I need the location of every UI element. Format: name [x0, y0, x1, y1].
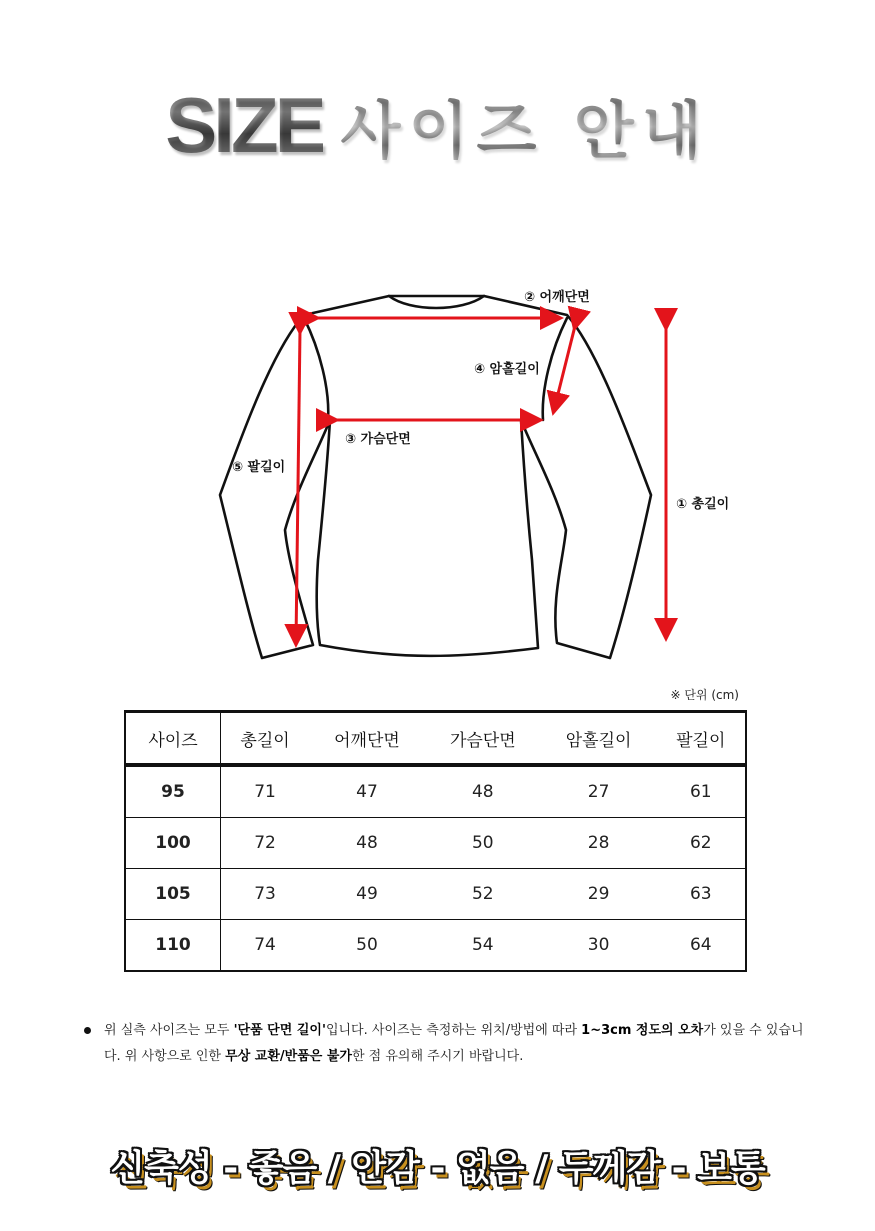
shoulder-label: ② 어깨단면	[524, 290, 590, 305]
total-length-label: ① 총길이	[676, 497, 730, 512]
header-sleeve: 팔길이	[657, 712, 746, 766]
cell-chest: 50	[425, 818, 541, 869]
bullet-icon	[84, 1027, 91, 1034]
header-shoulder: 어깨단면	[309, 712, 425, 766]
garment-measurement-diagram	[0, 270, 875, 670]
notice-emphasis: 무상 교환/반품은 불가	[225, 1049, 352, 1064]
armhole-label: ④ 암홀길이	[474, 362, 540, 377]
title-size-en: SIZE	[165, 81, 323, 169]
cell-chest: 54	[425, 920, 541, 972]
header-chest: 가슴단면	[425, 712, 541, 766]
cell-sleeve: 61	[657, 765, 746, 818]
cell-size: 100	[125, 818, 221, 869]
notice-emphasis: 1~3cm 정도의 오차	[581, 1023, 704, 1038]
cell-armhole: 27	[541, 765, 657, 818]
size-table	[124, 710, 747, 972]
cell-total-length: 74	[221, 920, 310, 972]
cell-armhole: 28	[541, 818, 657, 869]
cell-size: 110	[125, 920, 221, 972]
cell-shoulder: 50	[309, 920, 425, 972]
notice-part: 한 점 유의해 주시기 바랍니다.	[351, 1049, 524, 1064]
notice-emphasis: '단품 단면 길이'	[233, 1023, 326, 1038]
cell-sleeve: 63	[657, 869, 746, 920]
cell-shoulder: 48	[309, 818, 425, 869]
measurement-notice	[84, 1018, 804, 1070]
cell-size: 105	[125, 869, 221, 920]
cell-chest: 48	[425, 765, 541, 818]
table-row	[125, 869, 746, 920]
header-armhole: 암홀길이	[541, 712, 657, 766]
tshirt-outline	[220, 296, 651, 658]
notice-text	[84, 1018, 804, 1070]
chest-label: ③ 가슴단면	[345, 432, 411, 447]
header-size: 사이즈	[125, 712, 221, 766]
cell-sleeve: 62	[657, 818, 746, 869]
cell-chest: 52	[425, 869, 541, 920]
notice-part: 위 실측 사이즈는 모두	[104, 1023, 234, 1038]
table-header-row	[125, 712, 746, 766]
cell-total-length: 71	[221, 765, 310, 818]
cell-total-length: 72	[221, 818, 310, 869]
cell-shoulder: 47	[309, 765, 425, 818]
title-size-guide-ko: 사이즈 안내	[340, 94, 710, 167]
page-title	[0, 80, 875, 180]
cell-shoulder: 49	[309, 869, 425, 920]
cell-total-length: 73	[221, 869, 310, 920]
unit-note: ※ 단위 (cm)	[670, 688, 739, 702]
table-row	[125, 920, 746, 972]
notice-part: 입니다. 사이즈는 측정하는 위치/방법에 따라	[325, 1023, 582, 1038]
notice-part: 가 있을 수 있습니다. 위 사항으로 인한	[104, 1023, 804, 1064]
cell-sleeve: 64	[657, 920, 746, 972]
cell-armhole: 30	[541, 920, 657, 972]
header-total-length: 총길이	[221, 712, 310, 766]
fabric-properties-banner: 신축성 - 좋음 / 안감 - 없음 / 두께감 - 보통	[110, 1148, 765, 1189]
sleeve-label: ⑤ 팔길이	[232, 460, 286, 475]
table-row	[125, 765, 746, 818]
table-row	[125, 818, 746, 869]
cell-size: 95	[125, 765, 221, 818]
cell-armhole: 29	[541, 869, 657, 920]
